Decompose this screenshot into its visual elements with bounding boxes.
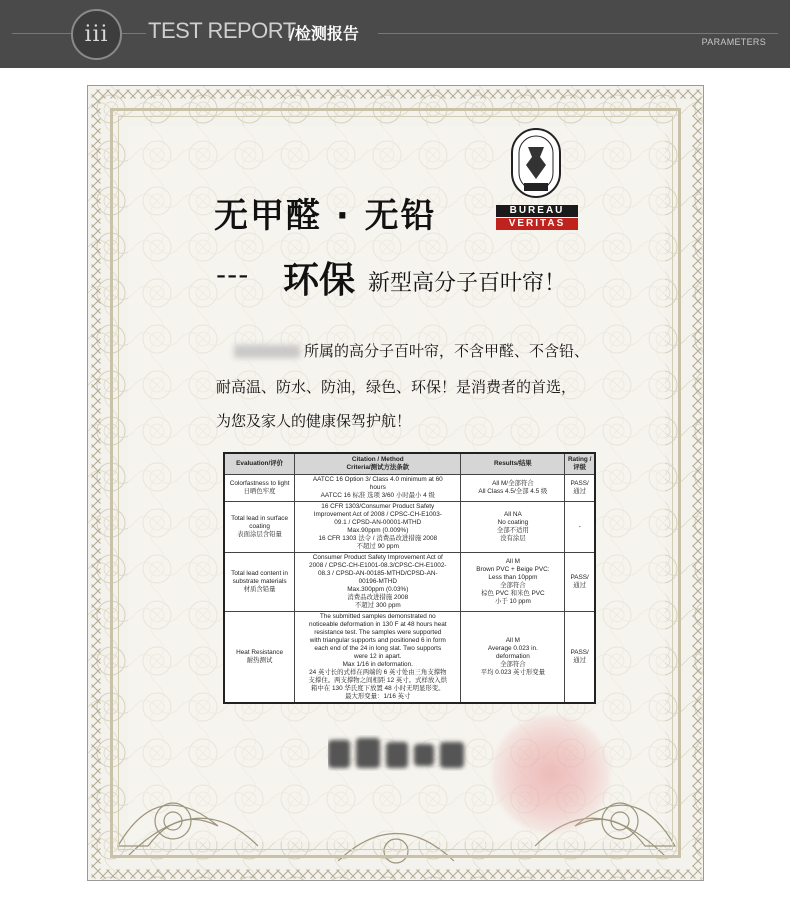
cell-text: 没有涂层 bbox=[500, 535, 526, 542]
paragraph-line-1 bbox=[234, 340, 589, 361]
section-badge-text: iii bbox=[84, 22, 109, 47]
cell-text: 08.3 / CPSD-AN-00185-MTHD/CPSD-AN- bbox=[317, 570, 438, 577]
cell-text: AATCC 16 标准 选项 3/60 小时最小 4 级 bbox=[320, 492, 435, 499]
header-evaluation: Evaluation/评价 bbox=[224, 453, 295, 475]
table-cell-method bbox=[295, 553, 461, 612]
blurred-stamp bbox=[492, 715, 610, 833]
cell-text: 箱中在 130 华氏度下放置 48 小时无明显形变。 bbox=[311, 685, 445, 692]
cell-text: All M bbox=[505, 558, 520, 565]
cell-text: 支撑住。两支撑物之间相距 12 英寸。式样放入烘 bbox=[308, 677, 448, 684]
cell-text: 日晒色牢度 bbox=[243, 488, 276, 495]
table-row bbox=[224, 612, 595, 704]
cell-text: Consumer Product Safety Improvement Act of bbox=[312, 554, 443, 561]
paragraph-line-2: 耐高温、防水、防油，绿色、环保！是消费者的首选， bbox=[216, 378, 577, 396]
page-header bbox=[0, 0, 790, 68]
cell-text: 通过 bbox=[573, 488, 587, 495]
cell-text: 小于 10 ppm bbox=[494, 598, 531, 605]
cell-text: noticeable deformation in 130 F at 48 hours heat bbox=[309, 621, 447, 628]
cell-text: 16 CFR 1303/Consumer Product Safety bbox=[321, 503, 435, 510]
cell-text: 全部不适用 bbox=[496, 527, 529, 534]
cell-text: coating bbox=[249, 523, 270, 530]
table-cell-evaluation bbox=[224, 553, 295, 612]
cell-text: - bbox=[578, 523, 581, 530]
cell-text: each end of the 24 in long slat. Two supports bbox=[314, 645, 442, 652]
cell-text: 16 CFR 1303 法令 / 消费品改进措施 2008 bbox=[318, 535, 438, 542]
cell-text: 耐热测试 bbox=[246, 657, 273, 664]
cell-text: Colorfastness to light bbox=[229, 480, 290, 487]
test-results-table bbox=[223, 452, 596, 704]
table-cell-results bbox=[461, 612, 565, 704]
cell-text: The submitted samples demonstrated no bbox=[319, 613, 436, 620]
cell-text: hours bbox=[369, 484, 386, 491]
header-subtitle: /检测报告 bbox=[289, 24, 359, 43]
table-cell-rating bbox=[565, 553, 595, 612]
cell-text: 消费品改进措施 2008 bbox=[347, 594, 409, 601]
table-cell-results bbox=[461, 553, 565, 612]
cell-text: PASS/ bbox=[570, 649, 589, 656]
header-rule-right bbox=[378, 33, 778, 34]
table-row bbox=[224, 502, 595, 553]
cell-text: All Class 4.5/全部 4.5 级 bbox=[478, 488, 548, 495]
cell-text: with triangular supports and positioned 6 in form bbox=[309, 637, 446, 644]
cell-text: resistance test. The samples were supported bbox=[314, 629, 442, 636]
blurred-brand bbox=[234, 345, 300, 358]
cell-text: All M/全部符合 bbox=[492, 480, 534, 487]
header-results: Results/结果 bbox=[461, 453, 565, 475]
table-cell-evaluation bbox=[224, 502, 295, 553]
cell-text: 全部符合 bbox=[500, 661, 526, 668]
section-badge bbox=[71, 9, 122, 60]
bureau-veritas-seal-icon bbox=[510, 127, 562, 199]
cell-text: 00196-MTHD bbox=[358, 578, 397, 585]
cell-text: Less than 10ppm bbox=[488, 574, 538, 581]
cell-text: 不超过 90 ppm bbox=[356, 543, 399, 550]
cell-text: Max.300ppm (0.03%) bbox=[347, 586, 409, 593]
cell-text: Average 0.023 in. bbox=[487, 645, 538, 652]
cell-text: All NA bbox=[503, 511, 522, 518]
cell-text: Max 1/16 in deformation. bbox=[342, 661, 413, 668]
cell-text: 棕色 PVC 和米色 PVC bbox=[481, 590, 545, 597]
cell-text: 不超过 300 ppm bbox=[354, 602, 401, 609]
cell-text: 平均 0.023 英寸形变量 bbox=[480, 669, 546, 676]
cell-text: AATCC 16 Option 3/ Class 4.0 minimum at 60 bbox=[312, 476, 443, 483]
header-rule-mid bbox=[122, 33, 146, 34]
cell-text: Heat Resistance bbox=[236, 649, 284, 656]
header-rating: Rating /评级 bbox=[565, 453, 595, 475]
cell-text: All M bbox=[505, 637, 520, 644]
cell-text: 24 英寸长的式样在两端的 6 英寸处由三角支撑物 bbox=[309, 669, 447, 676]
table-cell-results bbox=[461, 475, 565, 502]
table-cell-method bbox=[295, 475, 461, 502]
table-row bbox=[224, 475, 595, 502]
paragraph-line-1-text: 所属的高分子百叶帘，不含甲醛、不含铅、 bbox=[304, 342, 590, 360]
certificate-title: 无甲醛 · 无铅 bbox=[214, 196, 437, 236]
certificate-image bbox=[87, 85, 704, 881]
table-cell-rating bbox=[565, 612, 595, 704]
header-method: Citation / Method Criteria/测试方法条款 bbox=[295, 453, 461, 475]
cell-text: Total lead in surface bbox=[231, 515, 288, 522]
cell-text: Brown PVC + Beige PVC: bbox=[476, 566, 550, 573]
cell-text: 全部符合 bbox=[500, 582, 526, 589]
cell-text: 通过 bbox=[573, 657, 587, 664]
bureau-veritas-band-black: BUREAU bbox=[496, 205, 578, 217]
title-eco-big: 环保 bbox=[283, 260, 356, 301]
cell-text: 09.1 / CPSD-AN-00001-MTHD bbox=[334, 519, 422, 526]
cell-text: substrate materials bbox=[232, 578, 287, 585]
cell-text: deformation bbox=[496, 653, 530, 660]
cell-text: Improvement Act of 2008 / CPSC-CH-E1003- bbox=[313, 511, 442, 518]
bureau-veritas-band-red: VERITAS bbox=[496, 218, 578, 230]
table-cell-rating bbox=[565, 475, 595, 502]
header-parameters-label: PARAMETERS bbox=[701, 37, 766, 47]
header-title: TEST REPORT bbox=[148, 18, 296, 43]
table-header-row bbox=[224, 453, 595, 475]
blurred-signature bbox=[328, 734, 476, 776]
paragraph-line-3: 为您及家人的健康保驾护航！ bbox=[216, 412, 412, 430]
cell-text: PASS/ bbox=[570, 480, 589, 487]
title-dashes: --- bbox=[216, 258, 250, 291]
cell-text: 材质含铅量 bbox=[243, 586, 276, 593]
cell-text: were 12 in apart. bbox=[353, 653, 402, 660]
table-cell-evaluation bbox=[224, 475, 295, 502]
cell-text: 2008 / CPSC-CH-E1001-08.3/CPSC-CH-E1002- bbox=[309, 562, 447, 569]
table-cell-method bbox=[295, 502, 461, 553]
cell-text: 通过 bbox=[573, 582, 587, 589]
header-rule-left bbox=[12, 33, 72, 34]
table-cell-rating bbox=[565, 502, 595, 553]
cell-text: PASS/ bbox=[570, 574, 589, 581]
table-row bbox=[224, 553, 595, 612]
cell-text: 表面涂层含铅量 bbox=[237, 531, 282, 538]
table-cell-results bbox=[461, 502, 565, 553]
table-cell-method bbox=[295, 612, 461, 704]
cell-text: 最大形变量：1/16 英寸 bbox=[345, 693, 411, 700]
table-cell-evaluation bbox=[224, 612, 295, 704]
cell-text: Total lead content in bbox=[231, 570, 288, 577]
cell-text: No coating bbox=[497, 519, 529, 526]
cell-text: Max.90ppm (0.009%) bbox=[347, 527, 409, 534]
title-eco-small: 新型高分子百叶帘！ bbox=[368, 271, 567, 296]
